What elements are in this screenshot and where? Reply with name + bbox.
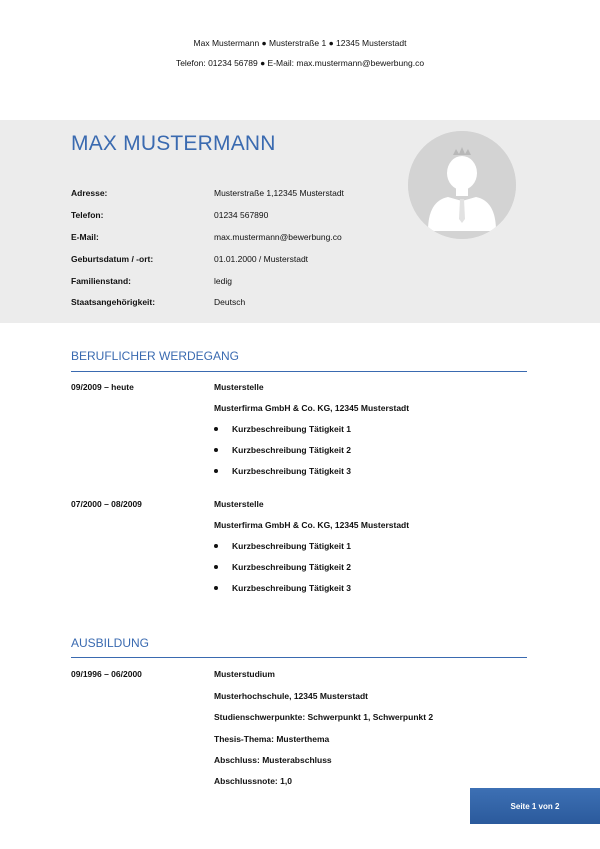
profile-photo xyxy=(408,131,516,239)
header-contact-line-1: Max Mustermann ● Musterstraße 1 ● 12345 Musterstadt xyxy=(193,38,407,48)
education-date: 09/1996 – 06/2000 xyxy=(71,669,142,679)
career-entry-bullet: Kurzbeschreibung Tätigkeit 2 xyxy=(232,562,352,572)
education-degree-label: Abschluss: xyxy=(214,755,260,765)
section-divider xyxy=(71,657,527,658)
info-label: E-Mail: xyxy=(71,232,99,242)
bullet-icon xyxy=(214,565,218,569)
bullet-icon xyxy=(214,544,218,548)
career-entry-position: Musterstelle xyxy=(214,499,264,509)
header-contact-line-2: Telefon: 01234 56789 ● E-Mail: max.mustermann@bewerbung.co xyxy=(175,58,425,68)
bullet-icon xyxy=(214,427,218,431)
info-value: Musterstraße 1,12345 Musterstadt xyxy=(214,188,344,198)
info-label: Telefon: xyxy=(71,210,104,220)
career-entry-bullet: Kurzbeschreibung Tätigkeit 3 xyxy=(232,466,352,476)
info-value: ledig xyxy=(214,276,232,286)
info-label: Familienstand: xyxy=(71,276,131,286)
info-value: Deutsch xyxy=(214,297,246,307)
person-placeholder-icon xyxy=(408,131,516,239)
education-study: Musterstudium xyxy=(214,669,275,679)
career-entry-bullet: Kurzbeschreibung Tätigkeit 1 xyxy=(232,424,352,434)
career-entry-bullet: Kurzbeschreibung Tätigkeit 1 xyxy=(232,541,352,551)
education-degree-value: Musterabschluss xyxy=(262,755,332,765)
career-entry-company: Musterfirma GmbH & Co. KG, 12345 Musterstadt xyxy=(214,520,410,530)
bullet-icon xyxy=(214,586,218,590)
education-degree xyxy=(214,755,332,765)
info-label: Staatsangehörigkeit: xyxy=(71,297,156,307)
section-title-education: AUSBILDUNG xyxy=(71,636,150,650)
education-school: Musterhochschule, 12345 Musterstadt xyxy=(214,691,368,701)
career-entry-company: Musterfirma GmbH & Co. KG, 12345 Musterstadt xyxy=(214,403,410,413)
info-value: 01234 567890 xyxy=(214,210,269,220)
page-indicator xyxy=(470,788,600,824)
career-entry-date: 07/2000 – 08/2009 xyxy=(71,499,142,509)
bullet-icon xyxy=(214,469,218,473)
section-divider xyxy=(71,371,527,372)
applicant-name: MAX MUSTERMANN xyxy=(71,132,276,155)
bullet-icon xyxy=(214,448,218,452)
career-entry-date: 09/2009 – heute xyxy=(71,382,134,392)
info-label: Adresse: xyxy=(71,188,108,198)
section-title-career: BERUFLICHER WERDEGANG xyxy=(71,349,240,363)
career-entry-bullet: Kurzbeschreibung Tätigkeit 2 xyxy=(232,445,352,455)
education-focus: Studienschwerpunkte: Schwerpunkt 1, Schwerpunkt 2 xyxy=(214,712,434,722)
career-entry-position: Musterstelle xyxy=(214,382,264,392)
info-label: Geburtsdatum / -ort: xyxy=(71,254,154,264)
info-value: max.mustermann@bewerbung.co xyxy=(214,232,342,242)
page-indicator-label: Seite 1 von 2 xyxy=(510,801,560,811)
info-value: 01.01.2000 / Musterstadt xyxy=(214,254,309,264)
career-entry-bullet: Kurzbeschreibung Tätigkeit 3 xyxy=(232,583,352,593)
education-thesis: Thesis-Thema: Musterthema xyxy=(214,734,330,744)
education-grade: Abschlussnote: 1,0 xyxy=(214,776,292,786)
